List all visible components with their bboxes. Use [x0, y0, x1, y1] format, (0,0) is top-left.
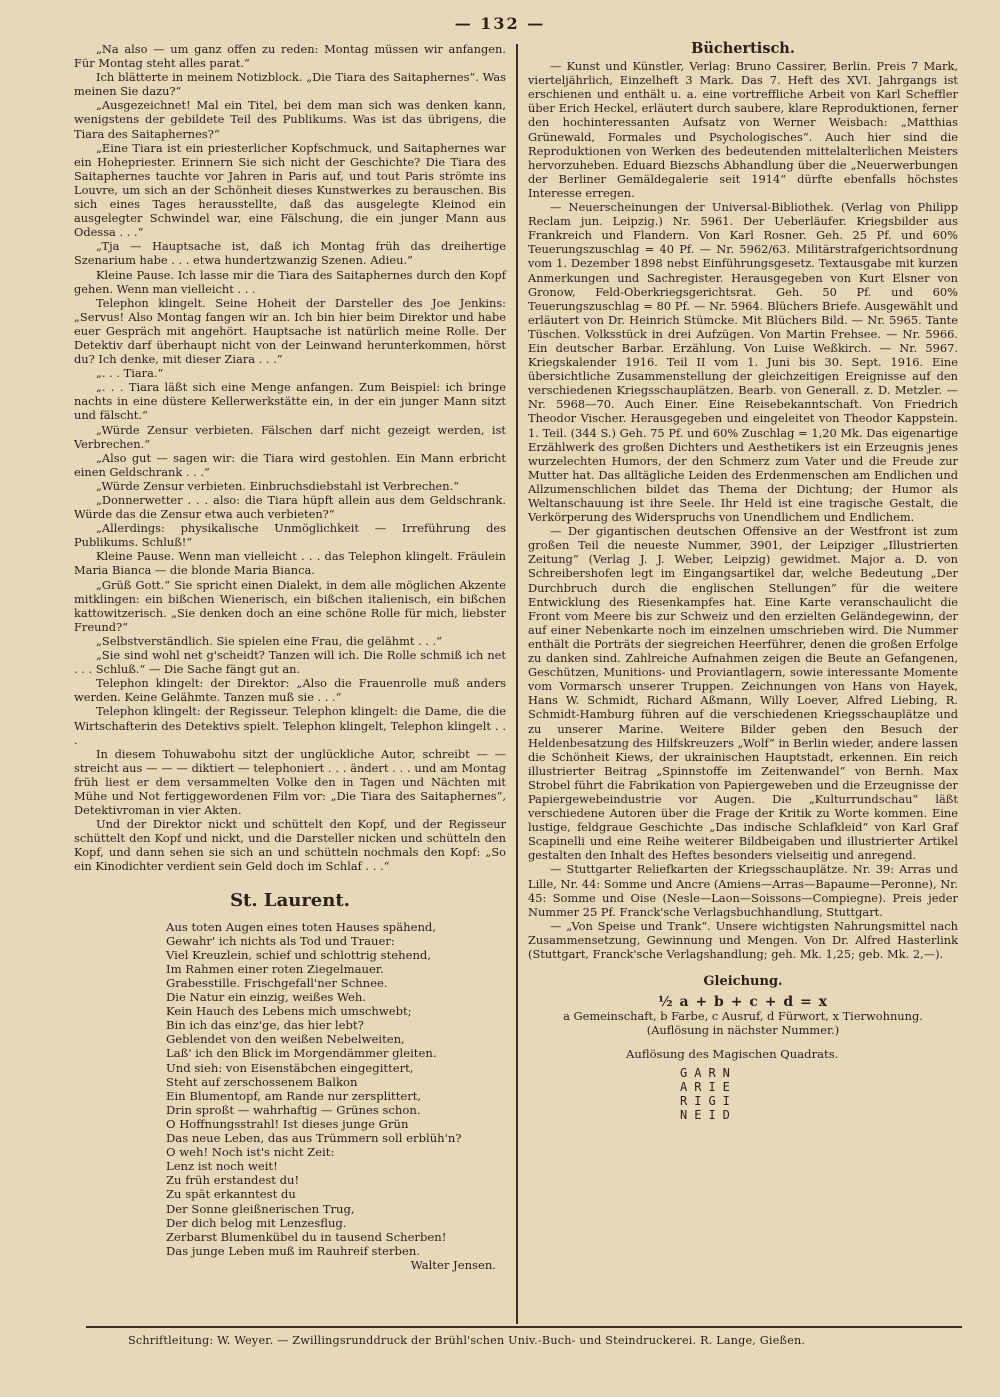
paragraph: Kleine Pause. Ich lasse mir die Tiara des Saitaphernes durch den Kopf gehen. Wenn man vielleicht . . . [74, 267, 506, 296]
poem-line: Die Natur ein einzig, weißes Weh. [166, 990, 367, 1005]
magic-square [680, 1066, 958, 1122]
paragraph: „Also gut — sagen wir: die Tiara wird gestohlen. Ein Mann erbricht einen Geldschrank . . .“ [74, 450, 506, 479]
paragraph: „Na also — um ganz offen zu reden: Montag müssen wir anfangen. Für Montag steht alles parat.“ [74, 42, 506, 71]
paragraph: „Allerdings: physikalische Unmöglichkeit — Irreführung des Publikums. Schluß!“ [74, 521, 506, 550]
poem-line: Steht auf zerschossenem Balkon [166, 1074, 358, 1089]
right-column [528, 42, 958, 1122]
magic-square-row: NEID [680, 1107, 737, 1122]
paragraph: Kleine Pause. Wenn man vielleicht . . . das Telephon klingelt. Fräulein Maria Bianca — die blonde Maria Bianca. [74, 549, 506, 578]
footer-rule [86, 1326, 962, 1328]
poem-line: O Hoffnungsstrahl! Ist dieses junge Grün [166, 1116, 409, 1131]
review-entry: — Kunst und Künstler, Verlag: Bruno Cassirer, Berlin. Preis 7 Mark, vierteljährlich, Einzelheft 3 Mark. Das 7. Heft des XVI. Jahrgangs ist erschienen und enthält u. a. eine vortreffliche Arbeit von Karl Scheffler über Erich Heckel, erläutert durch saubere, klare Reproduktionen, ferner den hochinteressanten Aufsatz von Werner Weisbach: „Matthias Grünewald, Formales und Psychologisches“. Auch hier sind die Reproduktionen von Werken des bedeutenden mittelalterlichen Meisters hervorzuheben. Eduard Biezschs Abhandlung über die „Neuerwerbungen der Berliner Gemäldegalerie seit 1914“ dürfte ebenfalls höchstes Interesse erregen. [528, 59, 958, 200]
solution-title: Auflösung des Magischen Quadrats. [626, 1047, 839, 1062]
poem-line: Das junge Leben muß im Rauhreif sterben. [166, 1243, 420, 1258]
paragraph: Telephon klingelt: der Direktor: „Also die Frauenrolle muß anders werden. Keine Gelähmte. Tanzen muß sie . . .“ [74, 676, 506, 705]
poem-line: Gewahr' ich nichts als Tod und Trauer: [166, 933, 395, 948]
poem-line: Der dich belog mit Lenzesflug. [166, 1215, 347, 1230]
story-text [74, 42, 506, 874]
poem-line: Der Sonne gleißnerischen Trug, [166, 1201, 355, 1216]
paragraph: „Tja — Hauptsache ist, daß ich Montag früh das dreihertige Szenarium habe . . . etwa hundertzwanzig Szenen. Adieu.“ [74, 239, 506, 268]
paragraph: „Donnerwetter . . . also: die Tiara hüpft allein aus dem Geldschrank. Würde das die Zensur etwa auch verbieten?“ [74, 493, 506, 522]
column-divider [516, 44, 518, 1324]
poem-author: Walter Jensen. [410, 1257, 496, 1272]
page-number: — 132 — [454, 14, 546, 33]
paragraph: „. . . Tiara läßt sich eine Menge anfangen. Zum Beispiel: ich bringe nachts in eine düstere Kellerwerkstätte ein, in der ein junger Mann sitzt und fälscht.“ [74, 380, 506, 423]
equation-note: (Auflösung in nächster Nummer.) [646, 1023, 840, 1038]
review-entry: — Stuttgarter Reliefkarten der Kriegsschauplätze. Nr. 39: Arras und Lille, Nr. 44: Somme und Ancre (Amiens—Arras—Bapaume—Peronne), Nr. 45: Somme und Oise (Nesle—Laon—Soissons—Compiegne). Preis jeder Nummer 25 Pf. Franck'sche Verlagsbuchhandlung, Stuttgart. [528, 862, 958, 919]
poem-line: Lenz ist noch weit! [166, 1159, 278, 1174]
poem-line: Viel Kreuzlein, schief und schlottrig stehend, [166, 947, 432, 962]
paragraph: „Würde Zensur verbieten. Einbruchsdiebstahl ist Verbrechen.“ [96, 478, 460, 493]
paragraph: „Eine Tiara ist ein priesterlicher Kopfschmuck, und Saitaphernes war ein Hohepriester. Erinnern Sie sich nicht der Geschichte? Die Tiara des Saitaphernes tauchte vor Jahren in Paris auf, und tout Paris strömte ins Louvre, um sich an der Schönheit dieses Kunstwerkes zu berauschen. Bis sich eines Tages herausstellte, daß das ausgelegte Kleinod ein ausgelegter Schwindel war, eine Fälschung, die ein junger Mann aus Odessa . . .“ [74, 140, 506, 240]
magic-square-row: GARN [680, 1065, 737, 1080]
paragraph: Ich blätterte in meinem Notizblock. „Die Tiara des Saitaphernes“. Was meinen Sie dazu?“ [74, 70, 506, 99]
left-column [74, 42, 506, 1272]
poem-line: Und sieh: von Eisenstäbchen eingegittert, [166, 1060, 414, 1075]
poem-line: Zu früh erstandest du! [166, 1173, 300, 1188]
paragraph: Telephon klingelt: der Regisseur. Telephon klingelt: die Dame, die die Wirtschafterin des Detektivs spielt. Telephon klingelt, Telephon klingelt . . . [74, 704, 506, 747]
paragraph: In diesem Tohuwabohu sitzt der unglückliche Autor, schreibt — — streicht aus — — — diktiert — telephoniert . . . ändert . . . und am Montag früh liest er dem versammelten Volke den in Tagen und Nächten mit Mühe und Not fertiggewordenen Film vor: „Die Tiara des Saitaphernes“, Detektivroman in vier Akten. [74, 746, 506, 818]
section-title: Büchertisch. [691, 40, 795, 57]
puzzle-title: Gleichung. [703, 974, 783, 990]
paragraph: „Selbstverständlich. Sie spielen eine Frau, die gelähmt . . .“ [96, 633, 443, 648]
poem-lines [166, 920, 506, 1258]
poem [74, 920, 506, 1272]
review-entry: — „Von Speise und Trank“. Unsere wichtigsten Nahrungsmittel nach Zusammensetzung, Gewinnung und Mengen. Von Dr. Alfred Hasterlink (Stuttgart, Franck'sche Verlagshandlung; geh. Mk. 1,25; geb. Mk. 2,—). [528, 918, 958, 961]
imprint: Schriftleitung: W. Weyer. — Zwillingsrunddruck der Brühl'schen Univ.-Buch- und Steindruckerei. R. Lange, Gießen. [128, 1334, 806, 1347]
poem-title: St. Laurent. [230, 889, 350, 911]
poem-line: Im Rahmen einer roten Ziegelmauer. [166, 961, 384, 976]
review-entry: — Neuerscheinungen der Universal-Bibliothek. (Verlag von Philipp Reclam jun. Leipzig.) Nr. 5961. Der Ueberläufer. Kriegsbilder aus Frankreich und Flandern. Von Karl Rosner. Geh. 25 Pf. und 60% Teuerungszuschlag = 40 Pf. — Nr. 5962/63. Militärstrafgerichtsordnung vom 1. Dezember 1898 nebst Einführungsgesetz. Textausgabe mit kurzen Anmerkungen und Sachregister. Herausgegeben von Kurt Elsner von Gronow, Feld-Oberkriegsgerichtsrat. Geh. 50 Pf. und 60% Teuerungszuschlag = 80 Pf. — Nr. 5964. Blüchers Briefe. Ausgewählt und erläutert von Dr. Heinrich Stümcke. Mit Blüchers Bild. — Nr. 5965. Tante Tüschen. Volksstück in drei Aufzügen. Von Martin Frehsee. — Nr. 5966. Ein deutscher Barbar. Erzählung. Von Luise Weßkirch. — Nr. 5967. Kriegskalender 1916. Teil II vom 1. Juni bis 30. Sept. 1916. Eine übersichtliche Zusammenstellung der gleichzeitigen Ereignisse auf den verschiedenen Kriegsschauplätzen. Bearb. von Generall. z. D. Metzler. — Nr. 5968—70. Auch Einer. Eine Reisebekanntschaft. Von Friedrich Theodor Vischer. Herausgegeben und eingeleitet von Theodor Kappstein. 1. Teil. (344 S.) Geh. 75 Pf. und 60% Zuschlag = 1,20 Mk. Das eigenartige Erzählwerk des großen Dichters und Aesthetikers ist ein Erzeugnis jenes wurzelechten Humors, der den Schmerz zum Vater und die Freude zur Mutter hat. Das alltägliche Leiden des Erdenmenschen am Endlichen und Allzumenschlichen bildet das Thema der Dichtung; der Humor als Weltanschauung ist ihre Seele. Ihr Held ist eine tragische Gestalt, die Verkörperung des Widerspruchs von Unendlichem und Endlichem. [528, 200, 958, 525]
poem-line: O weh! Noch ist's nicht Zeit: [166, 1145, 335, 1160]
poem-line: Drin sproßt — wahrhaftig — Grünes schon. [166, 1102, 421, 1117]
review-entry: — Der gigantischen deutschen Offensive an der Westfront ist zum großen Teil die neueste Nummer, 3901, der Leipziger „Illustrierten Zeitung“ (Verlag J. J. Weber, Leipzig) gewidmet. Major a. D. von Schreibershofen legt im Eingangsartikel dar, welche Bedeutung „Der Durchbruch durch die englischen Stellungen“ für die weitere Entwicklung des Riesenkampfes hat. Eine Karte veranschaulicht die Front vom Meere bis zur Schweiz und den erzielten Geländegewinn, der auf einer Nebenkarte noch im einzelnen umschrieben wird. Die Nummer enthält die Porträts der siegreichen Heerführer, denen die großen Erfolge zu danken sind. Zahlreiche Aufnahmen zeigen die Beute an Gefangenen, Geschützen, Munitions- und Proviantlagern, sowie interessante Momente vom Vormarsch unserer Truppen. Zeichnungen von Hans von Hayek, Hans W. Schmidt, Richard Aßmann, Willy Loever, Alfred Liebing, R. Schmidt-Hamburg führen auf die verschiedenen Kriegsschauplätze und zu unserer Marine. Weitere Bilder geben den Besuch der Heldenbesatzung des Hilfskreuzers „Wolf“ in Berlin wieder, andere lassen die Schönheit Kiews, der ukrainischen Hauptstadt, erkennen. Ein reich illustrierter Beitrag „Spinnstoffe im Zeitenwandel“ von Bernh. Max Strobel führt die Fabrikation von Papiergeweben und die Erzeugnisse der Papiergewebeindustrie vor Augen. Die „Kulturrundschau“ läßt verschiedene Autoren über die Frage der Kritik zu Worte kommen. Eine lustige, feldgraue Geschichte „Das indische Schlafkleid“ von Karl Graf Scapinelli und eine Reihe weiterer Bildbeigaben und illustrierter Artikel gestalten den Inhalt des Heftes besonders vielseitig und anregend. [528, 524, 958, 863]
paragraph: Telephon klingelt. Seine Hoheit der Darsteller des Joe Jenkins: „Servus! Also Montag fangen wir an. Ich bin hier beim Direktor und habe euer Gespräch mit angehört. Hauptsache ist natürlich meine Rolle. Der Detektiv darf überhaupt nicht von der Leinwand herunterkommen, hörst du? Ich denke, mit dieser Ziara . . .“ [74, 295, 506, 367]
magic-square-row: RIGI [680, 1093, 737, 1108]
poem-line: Laß' ich den Blick im Morgendämmer gleiten. [166, 1046, 437, 1061]
puzzle-equation [528, 995, 958, 1037]
paragraph: „Würde Zensur verbieten. Fälschen darf nicht gezeigt werden, ist Verbrechen.“ [74, 422, 506, 451]
equation-formula: ½ a + b + c + d = x [658, 994, 828, 1011]
paragraph: „Sie sind wohl net g'scheidt? Tanzen will ich. Die Rolle schmiß ich net . . . Schluß.“ — Die Sache fängt gut an. [74, 648, 506, 677]
poem-line: Zerbarst Blumenkübel du in tausend Scherben! [166, 1229, 447, 1244]
poem-line: Geblendet von den weißen Nebelweiten, [166, 1032, 405, 1047]
paragraph: Und der Direktor nickt und schüttelt den Kopf, und der Regisseur schüttelt den Kopf und nickt, und die Darsteller nicken und schütteln den Kopf, und dann sehen sie sich an und schütteln nochmals den Kopf: „So ein Kinodichter verdient sein Geld doch im Schlaf . . .“ [74, 817, 506, 874]
poem-line: Aus toten Augen eines toten Hauses spähend, [166, 919, 437, 934]
poem-line: Zu spät erkanntest du [166, 1187, 296, 1202]
poem-line: Das neue Leben, das aus Trümmern soll erblüh'n? [166, 1131, 462, 1146]
paragraph: „. . . Tiara.“ [96, 366, 164, 381]
book-reviews [528, 59, 958, 961]
poem-line: Bin ich das einz'ge, das hier lebt? [166, 1018, 364, 1033]
equation-legend: a Gemeinschaft, b Farbe, c Ausruf, d Fürwort, x Tierwohnung. [563, 1009, 923, 1024]
poem-line: Ein Blumentopf, am Rande nur zersplittert, [166, 1088, 422, 1103]
poem-line: Kein Hauch des Lebens mich umschwebt; [166, 1004, 412, 1019]
magic-square-row: ARIE [680, 1079, 737, 1094]
paragraph: „Ausgezeichnet! Mal ein Titel, bei dem man sich was denken kann, wenigstens der gebildete Teil des Publikums. Was ist das übrigens, die Tiara des Saitaphernes?“ [74, 98, 506, 141]
poem-line: Grabesstille. Frischgefall'ner Schnee. [166, 976, 388, 990]
paragraph: „Grüß Gott.“ Sie spricht einen Dialekt, in dem alle möglichen Akzente mitklingen: ein bißchen Wienerisch, ein bißchen italienisch, ein bißchen kattowitzerisch. „Sie denken doch an eine schöne Rolle für mich, liebster Freund?“ [74, 577, 506, 634]
